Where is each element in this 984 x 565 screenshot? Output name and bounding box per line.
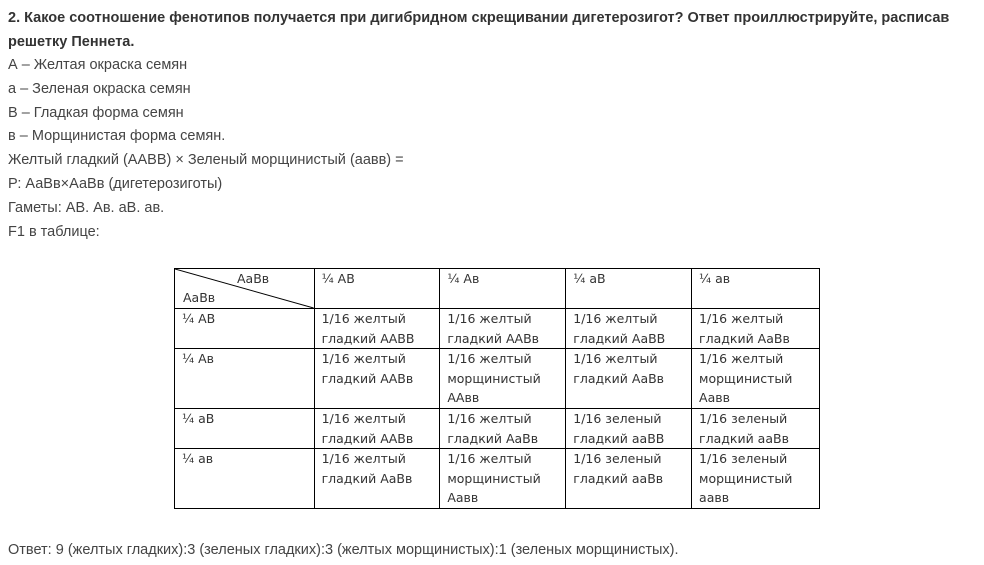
table-row — [175, 309, 820, 349]
legend-line-B: В – Гладкая форма семян — [8, 104, 184, 121]
table-cell: 1/16 желтый гладкий ААВв — [314, 349, 440, 409]
corner-cell — [175, 269, 315, 309]
table-row — [175, 349, 820, 409]
table-cell: 1/16 желтый гладкий АаВв — [314, 449, 440, 509]
legend-line-A: А – Желтая окраска семян — [8, 57, 188, 73]
table-cell: 1/16 желтый гладкий АаВв — [440, 409, 566, 449]
row-header: ¼ Ав — [175, 349, 315, 409]
legend-line-b: в – Морщинистая форма семян. — [8, 128, 226, 145]
answer-line: Ответ: 9 (желтых гладких):3 (зеленых гладких):3 (желтых морщинистых):1 (зеленых морщинистых). — [8, 542, 679, 558]
col-header-aB: ¼ аВ — [566, 269, 692, 309]
question-heading: 2. Какое соотношение фенотипов получается при дигибридном скрещивании дигетерозигот? Ответ проиллюстрируйте, расписав решетку Пеннета. — [8, 10, 950, 50]
table-row — [175, 409, 820, 449]
f1-line: F1 в таблице: — [8, 223, 100, 240]
col-header-Ab: ¼ Ав — [440, 269, 566, 309]
parents-line: Р: АаВв×АаВв (дигетерозиготы) — [8, 175, 223, 192]
table-cell: 1/16 зеленый морщинистый аавв — [692, 449, 820, 509]
corner-bottom-label: АаВв — [183, 290, 216, 305]
explanation-lines — [8, 54, 404, 244]
table-cell: 1/16 желтый гладкий АаВВ — [566, 309, 692, 349]
table-cell: 1/16 желтый гладкий ААВв — [314, 409, 440, 449]
row-header: ¼ АВ — [175, 309, 315, 349]
table-cell: 1/16 желтый гладкий ААВв — [440, 309, 566, 349]
cross-line: Желтый гладкий (ААВВ) × Зеленый морщинистый (аавв) = — [8, 152, 404, 169]
table-cell: 1/16 желтый морщинистый ААвв — [440, 349, 566, 409]
table-header-row — [175, 269, 820, 309]
col-header-ab: ¼ ав — [692, 269, 820, 309]
table-cell: 1/16 желтый гладкий ААВВ — [314, 309, 440, 349]
col-header-AB: ¼ АВ — [314, 269, 440, 309]
row-header: ¼ ав — [175, 449, 315, 509]
table-cell: 1/16 зеленый гладкий ааВв — [692, 409, 820, 449]
corner-top-label: АаВв — [237, 271, 270, 286]
table-cell: 1/16 желтый морщинистый Аавв — [692, 349, 820, 409]
table-cell: 1/16 желтый морщинистый Аавв — [440, 449, 566, 509]
legend-line-a: а – Зеленая окраска семян — [8, 80, 191, 97]
table-row — [175, 449, 820, 509]
table-cell: 1/16 зеленый гладкий ааВв — [566, 449, 692, 509]
gametes-line: Гаметы: АВ. Ав. аВ. ав. — [8, 199, 165, 216]
table-cell: 1/16 желтый гладкий АаВв — [692, 309, 820, 349]
row-header: ¼ аВ — [175, 409, 315, 449]
table-cell: 1/16 желтый гладкий АаВв — [566, 349, 692, 409]
table-cell: 1/16 зеленый гладкий ааВВ — [566, 409, 692, 449]
punnett-square-table — [174, 268, 820, 509]
